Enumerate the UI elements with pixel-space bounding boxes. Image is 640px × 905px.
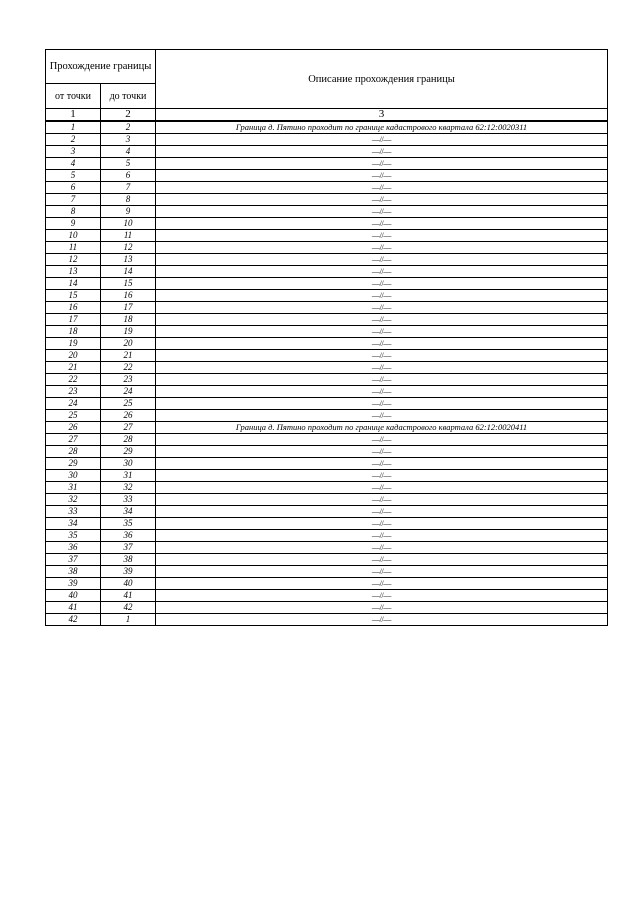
description-cell: —//—	[156, 314, 608, 326]
description-cell: —//—	[156, 386, 608, 398]
from-point-cell: 8	[46, 206, 101, 218]
table-row	[46, 542, 608, 554]
table-row	[46, 230, 608, 242]
from-point-cell: 15	[46, 290, 101, 302]
to-point-cell: 23	[101, 374, 156, 386]
to-point-cell: 10	[101, 218, 156, 230]
from-point-cell: 26	[46, 422, 101, 434]
description-cell: —//—	[156, 338, 608, 350]
to-point-cell: 11	[101, 230, 156, 242]
to-point-cell: 22	[101, 362, 156, 374]
to-point-cell: 7	[101, 182, 156, 194]
to-point-cell: 4	[101, 146, 156, 158]
from-point-cell: 5	[46, 170, 101, 182]
description-cell: —//—	[156, 458, 608, 470]
table-row	[46, 314, 608, 326]
to-point-cell: 29	[101, 446, 156, 458]
header-from-point: от точки	[46, 84, 101, 109]
description-cell: —//—	[156, 158, 608, 170]
table-row	[46, 266, 608, 278]
table-row	[46, 458, 608, 470]
to-point-cell: 39	[101, 566, 156, 578]
table-row	[46, 470, 608, 482]
table-row	[46, 290, 608, 302]
table-row	[46, 170, 608, 182]
description-cell: —//—	[156, 230, 608, 242]
table-row	[46, 434, 608, 446]
to-point-cell: 31	[101, 470, 156, 482]
from-point-cell: 16	[46, 302, 101, 314]
from-point-cell: 3	[46, 146, 101, 158]
description-cell: —//—	[156, 278, 608, 290]
from-point-cell: 1	[46, 121, 101, 134]
from-point-cell: 32	[46, 494, 101, 506]
table-row	[46, 578, 608, 590]
table-row	[46, 182, 608, 194]
from-point-cell: 38	[46, 566, 101, 578]
description-cell: —//—	[156, 170, 608, 182]
from-point-cell: 14	[46, 278, 101, 290]
from-point-cell: 13	[46, 266, 101, 278]
from-point-cell: 31	[46, 482, 101, 494]
to-point-cell: 18	[101, 314, 156, 326]
table-row	[46, 206, 608, 218]
to-point-cell: 8	[101, 194, 156, 206]
description-cell: —//—	[156, 302, 608, 314]
to-point-cell: 41	[101, 590, 156, 602]
from-point-cell: 23	[46, 386, 101, 398]
from-point-cell: 27	[46, 434, 101, 446]
to-point-cell: 6	[101, 170, 156, 182]
table-row	[46, 590, 608, 602]
to-point-cell: 40	[101, 578, 156, 590]
from-point-cell: 11	[46, 242, 101, 254]
to-point-cell: 19	[101, 326, 156, 338]
description-cell: —//—	[156, 590, 608, 602]
from-point-cell: 41	[46, 602, 101, 614]
table-row	[46, 278, 608, 290]
table-row	[46, 194, 608, 206]
to-point-cell: 34	[101, 506, 156, 518]
from-point-cell: 17	[46, 314, 101, 326]
table-row	[46, 338, 608, 350]
from-point-cell: 22	[46, 374, 101, 386]
from-point-cell: 37	[46, 554, 101, 566]
from-point-cell: 19	[46, 338, 101, 350]
to-point-cell: 21	[101, 350, 156, 362]
table-row	[46, 506, 608, 518]
from-point-cell: 18	[46, 326, 101, 338]
description-cell: —//—	[156, 266, 608, 278]
description-cell: —//—	[156, 518, 608, 530]
from-point-cell: 6	[46, 182, 101, 194]
to-point-cell: 13	[101, 254, 156, 266]
description-cell: —//—	[156, 326, 608, 338]
to-point-cell: 28	[101, 434, 156, 446]
from-point-cell: 10	[46, 230, 101, 242]
column-number-row	[46, 109, 608, 122]
to-point-cell: 37	[101, 542, 156, 554]
description-cell: Граница д. Пятино проходит по границе кадастрового квартала 62:12:0020411	[156, 422, 608, 434]
description-cell: —//—	[156, 350, 608, 362]
from-point-cell: 21	[46, 362, 101, 374]
to-point-cell: 35	[101, 518, 156, 530]
to-point-cell: 24	[101, 386, 156, 398]
from-point-cell: 20	[46, 350, 101, 362]
table-row	[46, 386, 608, 398]
description-cell: —//—	[156, 602, 608, 614]
to-point-cell: 30	[101, 458, 156, 470]
to-point-cell: 1	[101, 614, 156, 626]
table-row	[46, 326, 608, 338]
from-point-cell: 7	[46, 194, 101, 206]
table-row	[46, 146, 608, 158]
description-cell: —//—	[156, 482, 608, 494]
from-point-cell: 4	[46, 158, 101, 170]
to-point-cell: 20	[101, 338, 156, 350]
from-point-cell: 2	[46, 134, 101, 146]
description-cell: —//—	[156, 374, 608, 386]
table-row	[46, 494, 608, 506]
from-point-cell: 33	[46, 506, 101, 518]
from-point-cell: 35	[46, 530, 101, 542]
table-row	[46, 530, 608, 542]
table-row	[46, 254, 608, 266]
to-point-cell: 15	[101, 278, 156, 290]
table-row	[46, 398, 608, 410]
to-point-cell: 42	[101, 602, 156, 614]
from-point-cell: 24	[46, 398, 101, 410]
table-row	[46, 602, 608, 614]
to-point-cell: 25	[101, 398, 156, 410]
from-point-cell: 39	[46, 578, 101, 590]
description-cell: —//—	[156, 242, 608, 254]
table-row	[46, 554, 608, 566]
description-cell: —//—	[156, 494, 608, 506]
description-cell: —//—	[156, 194, 608, 206]
from-point-cell: 36	[46, 542, 101, 554]
description-cell: Граница д. Пятино проходит по границе кадастрового квартала 62:12:0020311	[156, 121, 608, 134]
description-cell: —//—	[156, 614, 608, 626]
from-point-cell: 30	[46, 470, 101, 482]
table-row	[46, 158, 608, 170]
to-point-cell: 14	[101, 266, 156, 278]
description-cell: —//—	[156, 446, 608, 458]
table-row	[46, 242, 608, 254]
to-point-cell: 2	[101, 121, 156, 134]
to-point-cell: 17	[101, 302, 156, 314]
from-point-cell: 34	[46, 518, 101, 530]
description-cell: —//—	[156, 506, 608, 518]
table-body	[46, 121, 608, 626]
description-cell: —//—	[156, 554, 608, 566]
table-row	[46, 374, 608, 386]
description-cell: —//—	[156, 542, 608, 554]
table-row	[46, 350, 608, 362]
description-cell: —//—	[156, 530, 608, 542]
to-point-cell: 3	[101, 134, 156, 146]
description-cell: —//—	[156, 218, 608, 230]
table-row	[46, 518, 608, 530]
from-point-cell: 28	[46, 446, 101, 458]
from-point-cell: 25	[46, 410, 101, 422]
description-cell: —//—	[156, 290, 608, 302]
column-number-2: 2	[101, 109, 156, 122]
to-point-cell: 12	[101, 242, 156, 254]
table-row	[46, 218, 608, 230]
from-point-cell: 42	[46, 614, 101, 626]
description-cell: —//—	[156, 134, 608, 146]
description-cell: —//—	[156, 398, 608, 410]
description-cell: —//—	[156, 254, 608, 266]
description-cell: —//—	[156, 206, 608, 218]
description-cell: —//—	[156, 434, 608, 446]
to-point-cell: 38	[101, 554, 156, 566]
description-cell: —//—	[156, 578, 608, 590]
table-row	[46, 614, 608, 626]
from-point-cell: 12	[46, 254, 101, 266]
description-cell: —//—	[156, 470, 608, 482]
header-to-point: до точки	[101, 84, 156, 109]
table-row	[46, 134, 608, 146]
table-row	[46, 121, 608, 134]
from-point-cell: 29	[46, 458, 101, 470]
table-row	[46, 446, 608, 458]
to-point-cell: 33	[101, 494, 156, 506]
table-row	[46, 482, 608, 494]
description-cell: —//—	[156, 362, 608, 374]
table-row	[46, 302, 608, 314]
column-number-1: 1	[46, 109, 101, 122]
to-point-cell: 5	[101, 158, 156, 170]
column-number-3: 3	[156, 109, 608, 122]
table-row	[46, 362, 608, 374]
table-row	[46, 410, 608, 422]
description-cell: —//—	[156, 182, 608, 194]
to-point-cell: 16	[101, 290, 156, 302]
to-point-cell: 36	[101, 530, 156, 542]
description-cell: —//—	[156, 146, 608, 158]
description-cell: —//—	[156, 410, 608, 422]
header-boundary-passage: Прохождение границы	[46, 50, 156, 84]
from-point-cell: 40	[46, 590, 101, 602]
from-point-cell: 9	[46, 218, 101, 230]
to-point-cell: 27	[101, 422, 156, 434]
description-cell: —//—	[156, 566, 608, 578]
table-row	[46, 422, 608, 434]
to-point-cell: 9	[101, 206, 156, 218]
header-boundary-description: Описание прохождения границы	[156, 50, 608, 109]
to-point-cell: 32	[101, 482, 156, 494]
to-point-cell: 26	[101, 410, 156, 422]
boundary-table	[45, 49, 608, 626]
table-header	[46, 50, 608, 122]
table-row	[46, 566, 608, 578]
